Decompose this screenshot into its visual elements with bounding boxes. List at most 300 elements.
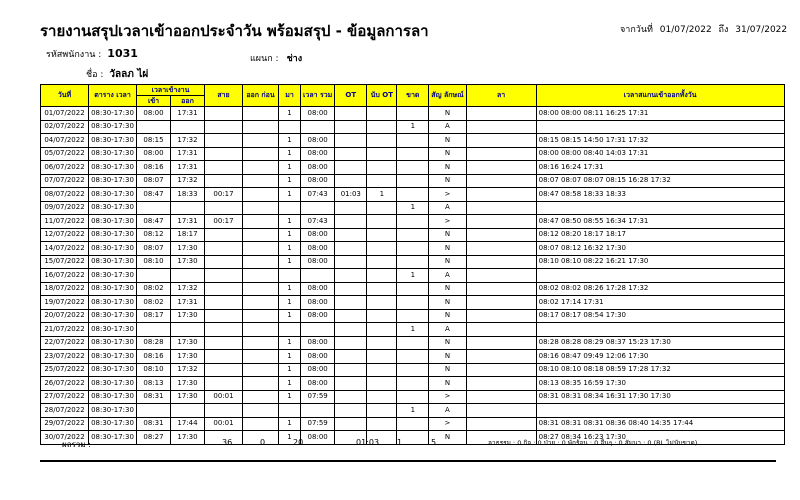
cell-total: 08:00 — [301, 431, 335, 445]
cell-absent: 1 — [397, 404, 429, 418]
cell-ot — [335, 174, 367, 188]
cell-present: 1 — [279, 228, 301, 242]
cell-symbol: > — [429, 188, 466, 202]
cell-scans: 08:31 08:31 08:31 08:36 08:40 14:35 17:44 — [536, 417, 784, 431]
cell-schedule: 08:30-17:30 — [89, 255, 137, 269]
cell-total: 07:59 — [301, 390, 335, 404]
cell-leave — [466, 404, 536, 418]
cell-symbol: N — [429, 377, 466, 391]
header-work-time: เวลาเข้างาน — [137, 85, 205, 96]
table-row — [41, 377, 785, 391]
cell-present: 1 — [279, 174, 301, 188]
bottom-rule — [40, 460, 776, 462]
cell-date: 25/07/2022 — [41, 363, 89, 377]
cell-date: 18/07/2022 — [41, 282, 89, 296]
cell-early — [243, 201, 279, 215]
cell-ot — [335, 404, 367, 418]
cell-schedule: 08:30-17:30 — [89, 174, 137, 188]
cell-out: 17:32 — [171, 282, 205, 296]
cell-late — [205, 242, 243, 256]
cell-date: 06/07/2022 — [41, 161, 89, 175]
cell-present: 1 — [279, 255, 301, 269]
cell-symbol: A — [429, 201, 466, 215]
table-row — [41, 350, 785, 364]
cell-early — [243, 107, 279, 121]
cell-present: 1 — [279, 431, 301, 445]
cell-ot-count — [367, 404, 397, 418]
totals-row — [40, 438, 780, 452]
date-from-label: จากวันที่ — [620, 25, 653, 35]
department-block — [250, 51, 302, 65]
cell-late — [205, 201, 243, 215]
cell-in: 08:07 — [137, 174, 171, 188]
cell-absent — [397, 107, 429, 121]
cell-out: 17:30 — [171, 242, 205, 256]
cell-in: 08:27 — [137, 431, 171, 445]
cell-date: 29/07/2022 — [41, 417, 89, 431]
cell-total — [301, 323, 335, 337]
cell-in: 08:00 — [137, 107, 171, 121]
cell-ot-count — [367, 350, 397, 364]
cell-out — [171, 269, 205, 283]
cell-schedule: 08:30-17:30 — [89, 431, 137, 445]
cell-scans: 08:02 08:02 08:26 17:28 17:32 — [536, 282, 784, 296]
cell-late — [205, 363, 243, 377]
cell-symbol: > — [429, 417, 466, 431]
cell-early — [243, 242, 279, 256]
cell-ot — [335, 309, 367, 323]
cell-in: 08:10 — [137, 255, 171, 269]
cell-scans: 08:00 08:00 08:40 14:03 17:31 — [536, 147, 784, 161]
totals-early: 0 — [260, 438, 266, 447]
cell-present: 1 — [279, 161, 301, 175]
cell-absent — [397, 228, 429, 242]
cell-leave — [466, 242, 536, 256]
cell-leave — [466, 134, 536, 148]
cell-ot-count — [367, 377, 397, 391]
employee-id: 1031 — [107, 47, 138, 60]
totals-leave-summary: ลาธรรม : 0 กิจ : 0 ป่วย : 0 พักร้อน : 0 อื่นๆ : 0 สัมนา : 0 (BL ไม่นับขาด) — [488, 439, 698, 447]
cell-ot-count — [367, 174, 397, 188]
cell-present — [279, 201, 301, 215]
attendance-table — [40, 84, 785, 445]
cell-early — [243, 390, 279, 404]
cell-present: 1 — [279, 147, 301, 161]
cell-out: 17:30 — [171, 390, 205, 404]
header-scans: เวลาสแกนเข้าออกทั้งวัน — [536, 85, 784, 107]
cell-schedule: 08:30-17:30 — [89, 377, 137, 391]
cell-present — [279, 120, 301, 134]
table-row — [41, 390, 785, 404]
cell-total: 08:00 — [301, 161, 335, 175]
cell-ot — [335, 134, 367, 148]
cell-leave — [466, 255, 536, 269]
cell-late — [205, 309, 243, 323]
table-row — [41, 174, 785, 188]
cell-schedule: 08:30-17:30 — [89, 363, 137, 377]
cell-scans: 08:27 08:34 16:23 17:30 — [536, 431, 784, 445]
cell-date: 15/07/2022 — [41, 255, 89, 269]
cell-symbol: A — [429, 323, 466, 337]
cell-leave — [466, 269, 536, 283]
cell-symbol: N — [429, 363, 466, 377]
cell-absent — [397, 161, 429, 175]
cell-ot — [335, 107, 367, 121]
cell-late: 00:01 — [205, 417, 243, 431]
cell-absent — [397, 282, 429, 296]
cell-ot-count — [367, 215, 397, 229]
employee-name-block — [86, 67, 148, 82]
cell-leave — [466, 120, 536, 134]
cell-schedule: 08:30-17:30 — [89, 242, 137, 256]
cell-present — [279, 323, 301, 337]
cell-absent: 1 — [397, 201, 429, 215]
cell-scans: 08:07 08:07 08:07 08:15 16:28 17:32 — [536, 174, 784, 188]
cell-out: 17:44 — [171, 417, 205, 431]
cell-total: 08:00 — [301, 242, 335, 256]
cell-leave — [466, 350, 536, 364]
cell-early — [243, 120, 279, 134]
cell-ot-count: 1 — [367, 188, 397, 202]
cell-absent — [397, 390, 429, 404]
table-row — [41, 269, 785, 283]
cell-total: 07:43 — [301, 188, 335, 202]
cell-total: 08:00 — [301, 147, 335, 161]
cell-total: 08:00 — [301, 296, 335, 310]
cell-present: 1 — [279, 309, 301, 323]
cell-out: 17:30 — [171, 350, 205, 364]
cell-date: 20/07/2022 — [41, 309, 89, 323]
table-row — [41, 188, 785, 202]
cell-late — [205, 174, 243, 188]
cell-early — [243, 296, 279, 310]
header-ot-count: นับ OT — [367, 85, 397, 107]
cell-present: 1 — [279, 188, 301, 202]
cell-out: 17:31 — [171, 296, 205, 310]
cell-leave — [466, 228, 536, 242]
cell-leave — [466, 188, 536, 202]
cell-scans: 08:28 08:28 08:29 08:37 15:23 17:30 — [536, 336, 784, 350]
cell-out: 17:32 — [171, 174, 205, 188]
cell-late — [205, 282, 243, 296]
cell-present: 1 — [279, 242, 301, 256]
cell-scans: 08:47 08:58 18:33 18:33 — [536, 188, 784, 202]
cell-absent — [397, 350, 429, 364]
cell-total: 07:43 — [301, 215, 335, 229]
cell-ot — [335, 282, 367, 296]
cell-symbol: N — [429, 350, 466, 364]
table-row — [41, 417, 785, 431]
cell-scans: 08:00 08:00 08:11 16:25 17:31 — [536, 107, 784, 121]
cell-total: 08:00 — [301, 174, 335, 188]
date-range — [620, 22, 791, 36]
cell-ot — [335, 120, 367, 134]
cell-scans: 08:12 08:20 18:17 18:17 — [536, 228, 784, 242]
cell-symbol: N — [429, 309, 466, 323]
cell-schedule: 08:30-17:30 — [89, 188, 137, 202]
cell-ot-count — [367, 147, 397, 161]
cell-absent — [397, 242, 429, 256]
cell-schedule: 08:30-17:30 — [89, 228, 137, 242]
totals-late: 36 — [222, 438, 233, 447]
cell-present: 1 — [279, 377, 301, 391]
cell-date: 05/07/2022 — [41, 147, 89, 161]
department-label: แผนก : — [250, 54, 279, 64]
table-row — [41, 120, 785, 134]
cell-present: 1 — [279, 134, 301, 148]
cell-present: 1 — [279, 107, 301, 121]
cell-schedule: 08:30-17:30 — [89, 390, 137, 404]
cell-symbol: N — [429, 336, 466, 350]
cell-scans: 08:07 08:12 16:32 17:30 — [536, 242, 784, 256]
cell-total — [301, 404, 335, 418]
cell-leave — [466, 282, 536, 296]
cell-symbol: N — [429, 242, 466, 256]
cell-scans — [536, 269, 784, 283]
cell-late — [205, 134, 243, 148]
cell-absent — [397, 309, 429, 323]
cell-total — [301, 201, 335, 215]
cell-total: 08:00 — [301, 255, 335, 269]
cell-schedule: 08:30-17:30 — [89, 323, 137, 337]
header-absent: ขาด — [397, 85, 429, 107]
header-present: มา — [279, 85, 301, 107]
cell-total — [301, 120, 335, 134]
cell-ot-count — [367, 255, 397, 269]
cell-early — [243, 336, 279, 350]
cell-late — [205, 147, 243, 161]
cell-scans — [536, 323, 784, 337]
cell-out: 17:31 — [171, 147, 205, 161]
cell-schedule: 08:30-17:30 — [89, 404, 137, 418]
cell-date: 08/07/2022 — [41, 188, 89, 202]
cell-symbol: N — [429, 296, 466, 310]
table-row — [41, 363, 785, 377]
cell-date: 07/07/2022 — [41, 174, 89, 188]
cell-scans: 08:16 16:24 17:31 — [536, 161, 784, 175]
cell-ot-count — [367, 282, 397, 296]
cell-late: 00:17 — [205, 188, 243, 202]
cell-scans: 08:47 08:50 08:55 16:34 17:31 — [536, 215, 784, 229]
cell-leave — [466, 215, 536, 229]
cell-out — [171, 323, 205, 337]
cell-ot — [335, 269, 367, 283]
cell-ot — [335, 390, 367, 404]
table-row — [41, 242, 785, 256]
cell-ot — [335, 336, 367, 350]
cell-date: 04/07/2022 — [41, 134, 89, 148]
cell-date: 28/07/2022 — [41, 404, 89, 418]
cell-schedule: 08:30-17:30 — [89, 147, 137, 161]
cell-out: 17:30 — [171, 255, 205, 269]
cell-leave — [466, 417, 536, 431]
cell-present: 1 — [279, 417, 301, 431]
cell-ot — [335, 215, 367, 229]
cell-date: 12/07/2022 — [41, 228, 89, 242]
cell-scans: 08:10 08:10 08:18 08:59 17:28 17:32 — [536, 363, 784, 377]
cell-absent — [397, 255, 429, 269]
cell-late — [205, 377, 243, 391]
cell-early — [243, 174, 279, 188]
cell-out: 17:31 — [171, 215, 205, 229]
table-row — [41, 255, 785, 269]
header-leave: ลา — [466, 85, 536, 107]
cell-late — [205, 161, 243, 175]
cell-out: 17:30 — [171, 377, 205, 391]
cell-late — [205, 404, 243, 418]
header-schedule: ตาราง เวลา — [89, 85, 137, 107]
cell-total: 08:00 — [301, 377, 335, 391]
cell-absent — [397, 215, 429, 229]
cell-scans: 08:17 08:17 08:54 17:30 — [536, 309, 784, 323]
cell-leave — [466, 363, 536, 377]
cell-symbol: A — [429, 269, 466, 283]
employee-name: วัลลภ ไผ่ — [109, 69, 149, 80]
cell-in: 08:16 — [137, 161, 171, 175]
cell-in: 08:12 — [137, 228, 171, 242]
cell-early — [243, 188, 279, 202]
cell-date: 14/07/2022 — [41, 242, 89, 256]
cell-early — [243, 134, 279, 148]
cell-ot — [335, 323, 367, 337]
cell-late — [205, 323, 243, 337]
cell-in: 08:28 — [137, 336, 171, 350]
cell-in: 08:15 — [137, 134, 171, 148]
cell-date: 02/07/2022 — [41, 120, 89, 134]
cell-in: 08:17 — [137, 309, 171, 323]
cell-early — [243, 363, 279, 377]
cell-absent — [397, 188, 429, 202]
cell-scans — [536, 404, 784, 418]
cell-scans: 08:10 08:10 08:22 16:21 17:30 — [536, 255, 784, 269]
employee-id-label: รหัสพนักงาน : — [46, 50, 102, 60]
cell-out: 17:30 — [171, 309, 205, 323]
cell-out — [171, 120, 205, 134]
header-out: ออก — [171, 96, 205, 107]
cell-ot-count — [367, 323, 397, 337]
header-late: สาย — [205, 85, 243, 107]
cell-late — [205, 228, 243, 242]
cell-out — [171, 201, 205, 215]
cell-present: 1 — [279, 336, 301, 350]
cell-schedule: 08:30-17:30 — [89, 336, 137, 350]
cell-late — [205, 107, 243, 121]
table-row — [41, 309, 785, 323]
cell-present: 1 — [279, 390, 301, 404]
cell-total: 07:59 — [301, 417, 335, 431]
header-early: ออก ก่อน — [243, 85, 279, 107]
cell-total: 08:00 — [301, 350, 335, 364]
cell-early — [243, 323, 279, 337]
cell-out: 17:31 — [171, 161, 205, 175]
cell-schedule: 08:30-17:30 — [89, 201, 137, 215]
cell-scans — [536, 201, 784, 215]
cell-in: 08:02 — [137, 296, 171, 310]
totals-present: 20 — [293, 438, 304, 447]
cell-late: 00:17 — [205, 215, 243, 229]
table-row — [41, 323, 785, 337]
cell-symbol: A — [429, 404, 466, 418]
cell-in — [137, 120, 171, 134]
cell-total: 08:00 — [301, 282, 335, 296]
cell-schedule: 08:30-17:30 — [89, 215, 137, 229]
cell-leave — [466, 390, 536, 404]
name-label: ชื่อ : — [86, 70, 104, 80]
cell-early — [243, 404, 279, 418]
cell-date: 09/07/2022 — [41, 201, 89, 215]
cell-out — [171, 404, 205, 418]
cell-out: 17:31 — [171, 107, 205, 121]
cell-present: 1 — [279, 350, 301, 364]
cell-total: 08:00 — [301, 228, 335, 242]
cell-present — [279, 269, 301, 283]
cell-early — [243, 255, 279, 269]
cell-ot — [335, 255, 367, 269]
cell-in — [137, 201, 171, 215]
cell-leave — [466, 161, 536, 175]
cell-schedule: 08:30-17:30 — [89, 161, 137, 175]
date-from: 01/07/2022 — [659, 25, 712, 35]
cell-ot — [335, 242, 367, 256]
cell-ot-count — [367, 242, 397, 256]
header-in: เข้า — [137, 96, 171, 107]
cell-scans: 08:02 17:14 17:31 — [536, 296, 784, 310]
cell-in: 08:13 — [137, 377, 171, 391]
cell-ot-count — [367, 201, 397, 215]
cell-early — [243, 161, 279, 175]
cell-schedule: 08:30-17:30 — [89, 309, 137, 323]
cell-scans: 08:16 08:47 09:49 12:06 17:30 — [536, 350, 784, 364]
cell-early — [243, 228, 279, 242]
table-row — [41, 134, 785, 148]
date-to-label: ถึง — [718, 25, 729, 35]
cell-date: 01/07/2022 — [41, 107, 89, 121]
cell-total: 08:00 — [301, 107, 335, 121]
cell-schedule: 08:30-17:30 — [89, 120, 137, 134]
cell-ot-count — [367, 161, 397, 175]
cell-ot-count — [367, 417, 397, 431]
cell-schedule: 08:30-17:30 — [89, 350, 137, 364]
cell-early — [243, 215, 279, 229]
cell-leave — [466, 323, 536, 337]
cell-leave — [466, 107, 536, 121]
cell-schedule: 08:30-17:30 — [89, 107, 137, 121]
cell-ot — [335, 350, 367, 364]
cell-present: 1 — [279, 296, 301, 310]
cell-leave — [466, 201, 536, 215]
employee-id-block — [46, 47, 138, 61]
cell-early — [243, 147, 279, 161]
cell-in — [137, 269, 171, 283]
cell-scans: 08:13 08:35 16:59 17:30 — [536, 377, 784, 391]
cell-schedule: 08:30-17:30 — [89, 134, 137, 148]
cell-in: 08:31 — [137, 417, 171, 431]
cell-ot-count — [367, 107, 397, 121]
cell-in — [137, 323, 171, 337]
cell-ot — [335, 201, 367, 215]
cell-ot: 01:03 — [335, 188, 367, 202]
cell-absent — [397, 377, 429, 391]
cell-schedule: 08:30-17:30 — [89, 417, 137, 431]
cell-total: 08:00 — [301, 134, 335, 148]
cell-in — [137, 404, 171, 418]
cell-schedule: 08:30-17:30 — [89, 296, 137, 310]
cell-ot — [335, 228, 367, 242]
header-total: เวลา รวม — [301, 85, 335, 107]
totals-ot: 01:03 — [356, 438, 380, 447]
cell-date: 11/07/2022 — [41, 215, 89, 229]
cell-early — [243, 282, 279, 296]
